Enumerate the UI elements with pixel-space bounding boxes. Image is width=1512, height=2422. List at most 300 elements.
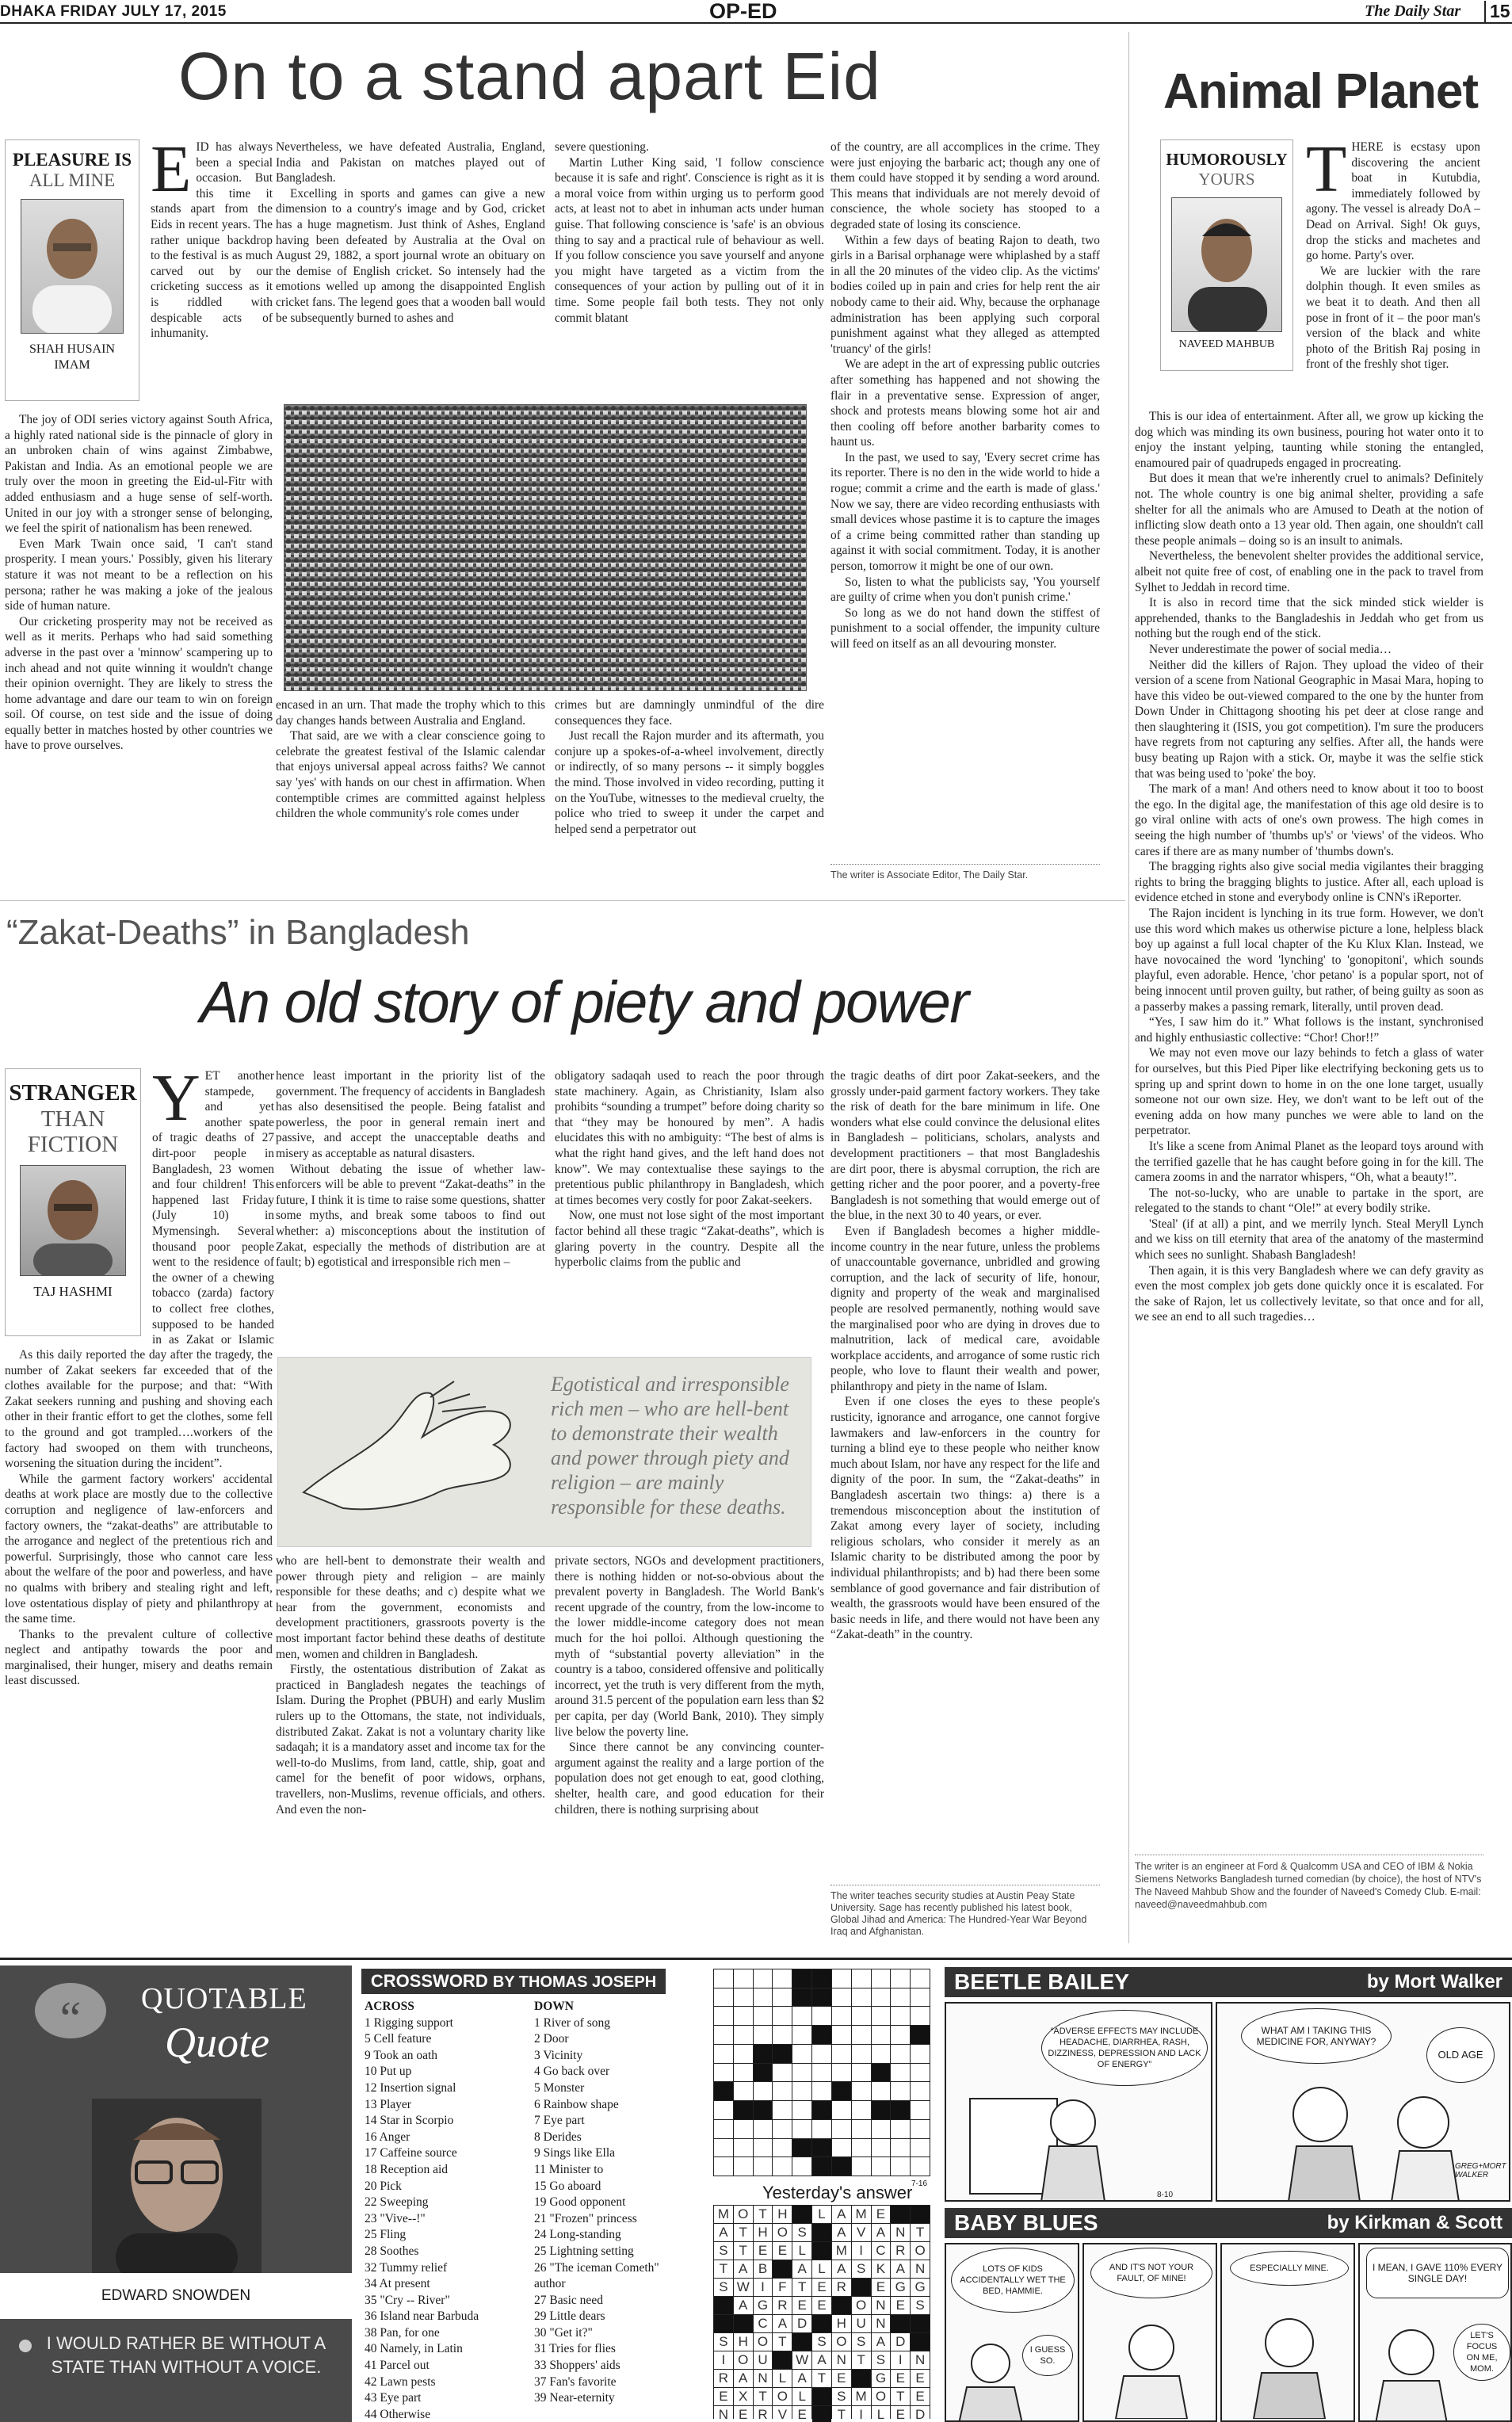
- crossword-clue: 5 Monster: [534, 2080, 585, 2095]
- answer-cell: N: [911, 2351, 930, 2369]
- crossword-cell[interactable]: [754, 2026, 773, 2044]
- crossword-cell[interactable]: [911, 1988, 930, 2007]
- answer-cell: S: [714, 2333, 733, 2351]
- right-column-border: [1128, 32, 1129, 1943]
- answer-cell: M: [832, 2242, 851, 2260]
- crossword-cell[interactable]: [754, 2007, 773, 2025]
- crossword-cell[interactable]: [792, 2064, 811, 2082]
- answer-cell: N: [754, 2370, 773, 2387]
- answer-cell: V: [773, 2406, 792, 2422]
- dateline: DHAKA FRIDAY JULY 17, 2015: [0, 3, 227, 20]
- crossword-clue: 1 River of song: [534, 2015, 611, 2030]
- answer-cell: E: [891, 2406, 910, 2422]
- crossword-cell[interactable]: [852, 2064, 871, 2082]
- answer-cell: A: [832, 2206, 851, 2223]
- answer-cell: O: [832, 2333, 851, 2351]
- crossword-cell[interactable]: [734, 1988, 753, 2007]
- crossword-cell[interactable]: [754, 1969, 773, 1988]
- crossword-clue: 23 "Vive--!": [365, 2211, 426, 2225]
- crossword-cell[interactable]: [872, 2007, 891, 2025]
- answer-cell: [812, 2388, 831, 2405]
- crossword-cell[interactable]: [872, 2101, 891, 2119]
- crossword-clue: 24 Long-standing: [534, 2228, 621, 2242]
- crossword-clue: 16 Anger: [365, 2130, 410, 2144]
- crossword-cell[interactable]: [852, 1969, 871, 1988]
- column-name: HUMOROUSLY: [1166, 150, 1288, 169]
- crossword-cell[interactable]: [754, 2082, 773, 2100]
- crossword-cell[interactable]: [734, 2007, 753, 2025]
- crossword-clue: 1 Rigging support: [365, 2015, 453, 2030]
- speech-bubble: WHAT AM I TAKING THIS MEDICINE FOR, ANYWAY?: [1241, 2008, 1392, 2064]
- crowd-photo: [284, 404, 807, 691]
- down-clues: [534, 1999, 677, 2407]
- crossword-cell[interactable]: [911, 1969, 930, 1988]
- article1-col2: Nevertheless, we have defeated Australia, England, India and Pakistan on matches played out of Bangladesh. Excelling in sports and games can give a new dimension to a country's image and by God, cricket has a huge magnetism. Just think of Ashes, England having been defeated by Australia at the Oval on August 29, 1882, a sport journal wrote an obituary on the demise of English cricket. So intensely had the emotions welled up among the disappointed English cricket fans. The legend goes that a wooden ball would be subsequently burned to ashes and: [276, 140, 545, 325]
- babyblues-panel-3: [1220, 2243, 1355, 2422]
- crossword-cell[interactable]: [734, 2139, 753, 2157]
- crossword-cell[interactable]: [832, 2139, 851, 2157]
- crossword-cell[interactable]: [852, 2139, 871, 2157]
- crossword-cell[interactable]: [832, 2120, 851, 2138]
- beetle-author: by Mort Walker: [1366, 1971, 1502, 1992]
- answer-cell: M: [714, 2206, 733, 2223]
- answer-cell: E: [911, 2370, 930, 2387]
- crossword-clue: 34 At present: [365, 2277, 430, 2291]
- crossword-cell[interactable]: [714, 2045, 733, 2063]
- answer-cell: I: [852, 2406, 871, 2422]
- crossword-cell[interactable]: [773, 2007, 792, 2025]
- crossword-cell[interactable]: [792, 2101, 811, 2119]
- crossword-clue: 25 Lightning setting: [534, 2244, 634, 2258]
- answer-cell: N: [911, 2260, 930, 2278]
- answer-cell: S: [812, 2333, 831, 2351]
- answer-cell: N: [872, 2315, 891, 2332]
- crossword-cell[interactable]: [891, 2045, 910, 2063]
- crossword-cell[interactable]: [714, 2139, 733, 2157]
- article1-col3: severe questioning. Martin Luther King said, 'I follow conscience because it is safe and right'. Conscience is right as it is a moral voice from within urging us to perform good acts, at least not to abet in inhuman acts under human guise. That following conscience is 'safe' is an obvious thing to say and a practical rule of behaviour as well. If you follow conscience you save yourself and anyone you might have targeted as a victim from the consequences of your action by pulling out of it in time. Some people fail both tests. They not only commit blatant: [555, 140, 824, 325]
- crossword-cell[interactable]: [891, 2157, 910, 2176]
- answer-cell: S: [832, 2388, 851, 2405]
- beetle-header: [945, 1967, 1512, 1997]
- crossword-clue: 9 Sings like Ella: [534, 2146, 616, 2160]
- answer-cell: O: [734, 2351, 753, 2369]
- crossword-cell[interactable]: [812, 2101, 831, 2119]
- crossword-clue: 43 Eye part: [365, 2391, 422, 2405]
- quotable-title: QUOTABLE: [141, 1982, 307, 2015]
- crossword-cell[interactable]: [754, 2101, 773, 2119]
- article2-col2-bottom: who are hell-bent to demonstrate their wealth and power through piety and religion – are mainly responsible for these deaths; and c) despite what we hear from the government, economists and development practitioners, grassroots poverty is the most important factor behind these deaths of destitute men, women and children in Bangladesh. Firstly, the ostentatious distribution of Zakat as practiced in Bangladesh negates the teachings of Islam. During the Prophet (PBUH) and early Muslim rulers up to the Ottomans, the state, not individuals, distributed Zakat. Zakat is not a voluntary charity like sadaqah; it is a mandatory asset and income tax for the well-to-do Muslims, from land, cattle, ship, goat and camel for the benefit of poor widows, orphans, travellers, non-Muslims, revenue officials, and others. And even the non-: [276, 1554, 545, 1816]
- answer-cell: [852, 2370, 871, 2387]
- answer-cell: W: [792, 2351, 811, 2369]
- article3-top: THERE is ecstasy upon discovering the ancient boat in Kutubdia, immediately followed by agony. The vessel is already DoA – Dead on Arrival. Sigh! Ok guys, drop the sticks and machetes and go home. Party's over. We are luckier with the rare dolphin though. It even smiles as we beat it to death. And then all pose in front of it – the poor man's version of the black and white photo of the British Raj posing in front of the freshly shot tiger.: [1306, 139, 1480, 372]
- crossword-cell[interactable]: [773, 1988, 792, 2007]
- crossword-cell[interactable]: [911, 2082, 930, 2100]
- quotable-box: [0, 1965, 352, 2422]
- answer-cell: T: [911, 2224, 930, 2241]
- crossword-cell[interactable]: [773, 2064, 792, 2082]
- answer-cell: E: [734, 2406, 753, 2422]
- answer-cell: G: [754, 2297, 773, 2314]
- answer-cell: [832, 2297, 851, 2314]
- crossword-clue: 7 Eye part: [534, 2114, 585, 2128]
- crossword-cell[interactable]: [734, 2120, 753, 2138]
- crossword-cell[interactable]: [714, 2064, 733, 2082]
- speech-bubble: “ADVERSE EFFECTS MAY INCLUDE HEADACHE, DIARRHEA, RASH, DIZZINESS, DEPRESSION AND LACK OF ENERGY”: [1041, 2010, 1208, 2086]
- crossword-cell[interactable]: [773, 2157, 792, 2176]
- crossword-cell[interactable]: [812, 2045, 831, 2063]
- answer-cell: [812, 2406, 831, 2422]
- answer-cell: T: [734, 2242, 753, 2260]
- article2-col3-bottom: private sectors, NGOs and development practitioners, there is nothing hidden or not-so-obvious about the prevalent poverty in Bangladesh. The World Bank's recent upgrade of the country, from the low-income to the lower middle-income category does not mean much for the hoi polloi. Although questioning the myth of “substantial poverty alleviation” in the country is a taboo, considered offensive and politically incorrect, yet the truth is very different from the myth, around 31.5 percent of the population earn less than $2 per capita, per day (World Bank, 2010). They simply live below the poverty line. Since there cannot be any convincing counter-argument against the reality and a large portion of the population does not get enough to eat, good clothing, shelter, health care, and good education for their children, there is nothing surprising about: [555, 1554, 824, 1816]
- speech-bubble: I GUESS SO.: [1022, 2335, 1073, 2376]
- crossword-cell[interactable]: [891, 2120, 910, 2138]
- crossword-cell[interactable]: [714, 1988, 733, 2007]
- article2-col3: obligatory sadaqah used to reach the poor through state machinery. Again, as Christianity, Islam also prohibits “sounding a trumpet” before doing charity so that “they may be honoured by men”. A hadis elucidates this with no ambiguity: “The best of alms is what the right hand gives, and the left hand does not know”. We may contextualise these sayings to the pretentious public philanthropy in Bangladesh, which at times becomes very costly for poor Zakat-seekers. Now, one must not lose sight of the most important factor behind all these tragic “Zakat-deaths”, which is glaring poverty in the country. Despite all the hyperbolic claims from the public and: [555, 1069, 824, 1270]
- answer-cell: A: [792, 2260, 811, 2278]
- beetle-panel-1: [945, 2002, 1212, 2202]
- crossword-cell[interactable]: [852, 2082, 871, 2100]
- answer-cell: [911, 2333, 930, 2351]
- answer-cell: E: [872, 2206, 891, 2223]
- crossword-clue: 10 Put up: [365, 2065, 412, 2079]
- crossword-cell[interactable]: [911, 2157, 930, 2176]
- answer-cell: S: [852, 2260, 871, 2278]
- pullquote-box: [277, 1357, 811, 1547]
- crossword-cell[interactable]: [891, 2007, 910, 2025]
- crossword-clue: 26 "The iceman Cometh" author: [534, 2260, 659, 2291]
- crossword-cell[interactable]: [832, 2157, 851, 2176]
- crossword-cell[interactable]: [812, 1988, 831, 2007]
- answer-cell: T: [734, 2224, 753, 2241]
- crossword-clue: 9 Took an oath: [365, 2048, 438, 2062]
- crossword-cell[interactable]: [714, 2157, 733, 2176]
- answer-cell: N: [872, 2297, 891, 2314]
- down-label: DOWN: [534, 2000, 574, 2013]
- crossword-cell[interactable]: [773, 2026, 792, 2044]
- crossword-cell[interactable]: [812, 2139, 831, 2157]
- article2-kicker: “Zakat-Deaths” in Bangladesh: [6, 913, 470, 952]
- crossword-cell[interactable]: [734, 2045, 753, 2063]
- across-clues: [365, 1999, 507, 2422]
- answer-cell: R: [891, 2242, 910, 2260]
- crossword-cell[interactable]: [754, 1988, 773, 2007]
- article2-col1-top: YET another stampede, and yet another spate of tragic deaths of 27 dirt-poor people in Bangladesh, 23 women and four children! This happened last Friday (July 10) in Mymensingh. Several thousand poor people went to the residence of the owner of a chewing tobacco (zarda) factory to collect free clothes, supposed to be handed in as Zakat or Islamic: [152, 1068, 274, 1347]
- answer-cell: A: [891, 2260, 910, 2278]
- answer-cell: M: [852, 2206, 871, 2223]
- answer-cell: A: [734, 2297, 753, 2314]
- crossword-cell[interactable]: [852, 2157, 871, 2176]
- answer-cell: [714, 2315, 733, 2332]
- crossword-cell[interactable]: [773, 1969, 792, 1988]
- quote-person-name: EDWARD SNOWDEN: [0, 2273, 352, 2319]
- answer-cell: L: [792, 2242, 811, 2260]
- answer-cell: T: [714, 2260, 733, 2278]
- answer-cell: U: [754, 2351, 773, 2369]
- crossword-cell[interactable]: [773, 2120, 792, 2138]
- answer-cell: [773, 2260, 792, 2278]
- crossword-cell[interactable]: [734, 2101, 753, 2119]
- crossword-clue: 42 Lawn pests: [365, 2374, 436, 2389]
- article2-byline-box: [5, 1068, 141, 1336]
- crossword-cell[interactable]: [754, 2120, 773, 2138]
- crossword-clue: 30 "Get it?": [534, 2325, 593, 2340]
- answer-cell: D: [891, 2333, 910, 2351]
- crossword-cell[interactable]: [852, 2101, 871, 2119]
- beetle-panel-2: [1216, 2002, 1510, 2202]
- crossword-clue: 19 Good opponent: [534, 2195, 626, 2210]
- answer-cell: E: [911, 2388, 930, 2405]
- crossword-cell[interactable]: [832, 2064, 851, 2082]
- answer-cell: S: [872, 2351, 891, 2369]
- crossword-cell[interactable]: [773, 2045, 792, 2063]
- crossword-clue: 18 Reception aid: [365, 2162, 449, 2176]
- dropcap: Y: [152, 1068, 200, 1135]
- crossword-cell[interactable]: [832, 2101, 851, 2119]
- crossword-cell[interactable]: [754, 2045, 773, 2063]
- answer-cell: O: [872, 2388, 891, 2405]
- speech-bubble: AND IT'S NOT YOUR FAULT, OF MINE!: [1090, 2248, 1212, 2298]
- crossword-cell[interactable]: [891, 2139, 910, 2157]
- quotable-subtitle: Quote: [165, 2019, 269, 2066]
- crossword-cell[interactable]: [714, 1969, 733, 1988]
- crossword-cell[interactable]: [734, 1969, 753, 1988]
- answer-cell: A: [812, 2351, 831, 2369]
- crossword-cell[interactable]: [891, 2064, 910, 2082]
- page-number: 15: [1484, 1, 1510, 22]
- crossword-cell[interactable]: [792, 1969, 811, 1988]
- crossword-cell[interactable]: [872, 2082, 891, 2100]
- answer-cell: S: [792, 2224, 811, 2241]
- quote-icon: “: [35, 1983, 106, 2038]
- answer-cell: I: [754, 2279, 773, 2296]
- crossword-cell[interactable]: [812, 2082, 831, 2100]
- answer-cell: [812, 2315, 831, 2332]
- article1-col4: of the country, are all accomplices in the crime. They were just enjoying the barbaric act; though any one of them could have stopped it by sending a word around. This means that individuals are not merely devoid of conscience, the whole society has stooped to a degraded state of losing its conscience. Within a few days of beating Rajon to death, two girls in a Barisal orphanage were whiplashed by a staff in all the 20 minutes of the video clip. As the victims' bodies coiled up in pain and cries for help rent the air nobody came to their aid. Why, because the orphanage administration has been applying such corporal punishment against what they alleged as attempted 'truancy' of the girls! We are adept in the art of expressing public outcries after something has happened and not showing the flair in a preventative sense. Expression of anger, shock and protests means blowing some hot air and then cooling off before another barbarity comes to haunt us. In the past, we used to say, 'Every secret crime has its reporter. There is no den in the wide world to hide a rogue; commit a crime and the earth is made of glass.' Now we say, there are video recording enthusiasts with small devices whose pastime it is to capture the images of a crime being committed rather than standing up against it with social commitment. Today, it is another person, tomorrow it might be one of our own. So, listen to what the publicists say, 'You yourself are guilty of crime when you don't punish crime.' So long as we do not hand down the stiffest of punishment to a social offender, the impunity culture will feed on itself as an all devouring monster.: [830, 140, 1100, 651]
- crossword-cell[interactable]: [812, 2026, 831, 2044]
- answer-cell: [792, 2333, 811, 2351]
- answer-cell: A: [832, 2224, 851, 2241]
- crossword-cell[interactable]: [792, 1988, 811, 2007]
- crossword-cell[interactable]: [792, 2120, 811, 2138]
- crossword-clue: 8 Derides: [534, 2130, 582, 2144]
- quote-text: I WOULD RATHER BE WITHOUT A STATE THAN WITHOUT A VOICE.: [46, 2333, 326, 2377]
- crossword-cell[interactable]: [812, 2120, 831, 2138]
- crossword-grid[interactable]: [713, 1969, 930, 2176]
- crossword-cell[interactable]: [792, 2007, 811, 2025]
- babyblues-author: by Kirkman & Scott: [1327, 2212, 1502, 2233]
- crossword-cell[interactable]: [872, 2026, 891, 2044]
- crossword-cell[interactable]: [714, 2007, 733, 2025]
- answer-cell: S: [714, 2279, 733, 2296]
- crossword-cell[interactable]: [792, 2157, 811, 2176]
- crossword-cell[interactable]: [872, 2064, 891, 2082]
- crossword-cell[interactable]: [872, 2120, 891, 2138]
- crossword-cell[interactable]: [852, 1988, 871, 2007]
- answer-cell: H: [754, 2224, 773, 2241]
- crossword-cell[interactable]: [792, 2139, 811, 2157]
- column-name: PLEASURE IS: [12, 150, 132, 170]
- crossword-clue: 28 Soothes: [365, 2244, 419, 2258]
- crossword-cell[interactable]: [872, 2157, 891, 2176]
- answer-cell: L: [792, 2388, 811, 2405]
- crossword-clue: 17 Caffeine source: [365, 2146, 457, 2160]
- article1-headline: On to a stand apart Eid: [178, 39, 881, 113]
- crossword-cell[interactable]: [832, 1988, 851, 2007]
- answer-cell: E: [714, 2388, 733, 2405]
- crossword-clue: 6 Rainbow shape: [534, 2097, 619, 2111]
- crossword-clue: 22 Sweeping: [365, 2195, 429, 2210]
- answer-cell: O: [773, 2388, 792, 2405]
- crossword-cell[interactable]: [714, 2101, 733, 2119]
- answer-cell: E: [792, 2406, 811, 2422]
- crossword-cell[interactable]: [773, 2101, 792, 2119]
- answer-cell: S: [852, 2333, 871, 2351]
- answer-cell: T: [754, 2388, 773, 2405]
- crossword-cell[interactable]: [911, 2007, 930, 2025]
- answer-cell: [812, 2224, 831, 2241]
- crossword-cell[interactable]: [832, 2082, 851, 2100]
- crossword-cell[interactable]: [891, 2082, 910, 2100]
- crossword-title: CROSSWORD: [370, 1971, 488, 1991]
- answer-cell: A: [714, 2224, 733, 2241]
- article3-headline: Animal Planet: [1163, 64, 1478, 119]
- article1-col1: The joy of ODI series victory against South Africa, a highly rated national side is the pinnacle of glory in an unbroken chain of wins against Zimbabwe, Pakistan and India. As an emotional people we are truly over the moon in greeting the Eid-ul-Fitr with added enthusiasm and a huge sense of self-worth. United in our joy with a stronger sense of belonging, we feel the spirit of nationalism has been renewed. Even Mark Twain once said, 'I can't stand prosperity. I mean yours.' Possibly, given his literary stature it was not meant to be a reflection on his persona; rather he was making a joke of the jealous side of human nature. Our cricketing prosperity may not be received as well as it merits. Perhaps who had said something adverse in the past over a 'minnow' scampering up to inch ahead and not quite winning it wouldn't change their opinion overnight. They are likely to stress the home advantage and dare our team to win on foreign soil. Of course, on test side and the issue of doing equally better in matches hosted by other countries we have to prove ourselves.: [5, 413, 273, 753]
- answer-cell: D: [911, 2406, 930, 2422]
- answer-cell: I: [852, 2242, 871, 2260]
- answer-cell: G: [911, 2279, 930, 2296]
- crossword-cell[interactable]: [754, 2157, 773, 2176]
- answer-cell: [891, 2315, 910, 2332]
- crossword-cell[interactable]: [714, 2026, 733, 2044]
- crossword-clue: 20 Pick: [365, 2179, 402, 2193]
- crossword-cell[interactable]: [911, 2064, 930, 2082]
- crossword-cell[interactable]: [812, 2157, 831, 2176]
- crossword-cell[interactable]: [911, 2120, 930, 2138]
- speech-bubble: LET'S FOCUS ON ME, MOM.: [1453, 2324, 1510, 2381]
- answer-cell: E: [812, 2297, 831, 2314]
- crossword-cell[interactable]: [891, 2026, 910, 2044]
- answer-cell: L: [773, 2370, 792, 2387]
- crossword-cell[interactable]: [734, 2157, 753, 2176]
- answer-cell: K: [872, 2260, 891, 2278]
- crossword-cell[interactable]: [773, 2082, 792, 2100]
- speech-bubble: OLD AGE: [1426, 2027, 1495, 2083]
- crossword-cell[interactable]: [872, 1969, 891, 1988]
- crossword-cell[interactable]: [911, 2045, 930, 2063]
- answer-cell: L: [812, 2206, 831, 2223]
- crossword-clue: 4 Go back over: [534, 2065, 610, 2079]
- answer-cell: C: [754, 2315, 773, 2332]
- crossword-cell[interactable]: [852, 2120, 871, 2138]
- crossword-clue: 3 Vicinity: [534, 2048, 583, 2062]
- across-label: ACROSS: [365, 2000, 414, 2013]
- crossword-cell[interactable]: [754, 2064, 773, 2082]
- speech-bubble: ESPECIALLY MINE.: [1230, 2251, 1349, 2286]
- crossword-clue: 14 Star in Scorpio: [365, 2114, 454, 2128]
- column-name-sub: ALL MINE: [29, 170, 116, 190]
- answer-cell: T: [754, 2206, 773, 2223]
- crossword-cell[interactable]: [812, 2007, 831, 2025]
- answer-cell: R: [832, 2279, 851, 2296]
- answer-cell: B: [754, 2260, 773, 2278]
- crossword-cell[interactable]: [872, 2045, 891, 2063]
- crossword-author: BY THOMAS JOSEPH: [492, 1973, 657, 1991]
- article2-col2: hence least important in the priority list of the government. The frequency of accidents in Bangladesh has also desensitised the people. Being fatalist and powerless, the poor in general remain inert and passive, and accept the unacceptable deaths and misery as acceptable as natural disasters. Without debating the issue of whether law-enforcers will be able to prevent “Zakat-deaths” in the future, I think it is time to raise some questions, shatter some myths, and break some taboos to find out whether: a) misconceptions about the institution of Zakat, especially the methods of distribution are at fault; b) egotistical and irresponsible rich men –: [276, 1069, 545, 1270]
- crossword-header: [361, 1969, 666, 1994]
- crossword-cell[interactable]: [832, 1969, 851, 1988]
- crossword-cell[interactable]: [792, 2026, 811, 2044]
- section-label: OP-ED: [709, 0, 777, 23]
- crossword-clue: 5 Cell feature: [365, 2032, 432, 2046]
- answer-cell: E: [812, 2279, 831, 2296]
- crossword-cell[interactable]: [812, 1969, 831, 1988]
- hand-illustration: [296, 1373, 533, 1532]
- answer-cell: I: [891, 2351, 910, 2369]
- crossword-cell[interactable]: [734, 2082, 753, 2100]
- crossword-cell[interactable]: [812, 2064, 831, 2082]
- answer-cell: S: [714, 2242, 733, 2260]
- article1-footnote: The writer is Associate Editor, The Daily Star.: [830, 864, 1100, 881]
- crossword-cell[interactable]: [891, 1969, 910, 1988]
- answer-cell: T: [891, 2388, 910, 2405]
- crossword-cell[interactable]: [891, 1988, 910, 2007]
- crossword-cell[interactable]: [891, 2101, 910, 2119]
- crossword-cell[interactable]: [714, 2082, 733, 2100]
- crossword-cell[interactable]: [792, 2045, 811, 2063]
- crossword-cell[interactable]: [911, 2026, 930, 2044]
- answer-cell: A: [832, 2260, 851, 2278]
- crossword-cell[interactable]: [832, 2007, 851, 2025]
- babyblues-panel-1: [945, 2243, 1079, 2422]
- answer-cell: A: [872, 2333, 891, 2351]
- crossword-cell[interactable]: [832, 2045, 851, 2063]
- crossword-cell[interactable]: [754, 2139, 773, 2157]
- crossword-cell[interactable]: [734, 2026, 753, 2044]
- answer-cell: W: [734, 2279, 753, 2296]
- answer-cell: E: [832, 2370, 851, 2387]
- crossword-cell[interactable]: [734, 2064, 753, 2082]
- answer-cell: R: [714, 2370, 733, 2387]
- crossword-clue: 2 Door: [534, 2032, 569, 2046]
- answer-cell: L: [872, 2406, 891, 2422]
- crossword-cell[interactable]: [852, 2007, 871, 2025]
- answer-cell: N: [832, 2351, 851, 2369]
- crossword-cell[interactable]: [872, 1988, 891, 2007]
- crossword-cell[interactable]: [792, 2082, 811, 2100]
- author-name: TAJ HASHMI: [33, 1284, 113, 1299]
- speech-bubble: LOTS OF KIDS ACCIDENTALLY WET THE BED, HAMMIE.: [951, 2248, 1075, 2313]
- crossword-clue: 15 Go aboard: [534, 2179, 601, 2193]
- crossword-cell[interactable]: [773, 2139, 792, 2157]
- crossword-cell[interactable]: [911, 2139, 930, 2157]
- crossword-cell[interactable]: [852, 2045, 871, 2063]
- crossword-cell[interactable]: [714, 2120, 733, 2138]
- crossword-cell[interactable]: [852, 2026, 871, 2044]
- answer-cell: S: [911, 2297, 930, 2314]
- crossword-clue: 27 Basic need: [534, 2293, 603, 2307]
- babyblues-title: BABY BLUES: [954, 2210, 1098, 2235]
- crossword-cell[interactable]: [911, 2101, 930, 2119]
- quote-bullet-icon: [19, 2340, 32, 2352]
- answer-cell: G: [891, 2279, 910, 2296]
- crossword-cell[interactable]: [832, 2026, 851, 2044]
- paper-logo: The Daily Star: [1365, 2, 1461, 20]
- article2-headline: An old story of piety and power: [200, 969, 968, 1035]
- crossword-cell[interactable]: [872, 2139, 891, 2157]
- answer-cell: T: [773, 2333, 792, 2351]
- answer-cell: H: [734, 2333, 753, 2351]
- crossword-clue: 25 Fling: [365, 2228, 407, 2242]
